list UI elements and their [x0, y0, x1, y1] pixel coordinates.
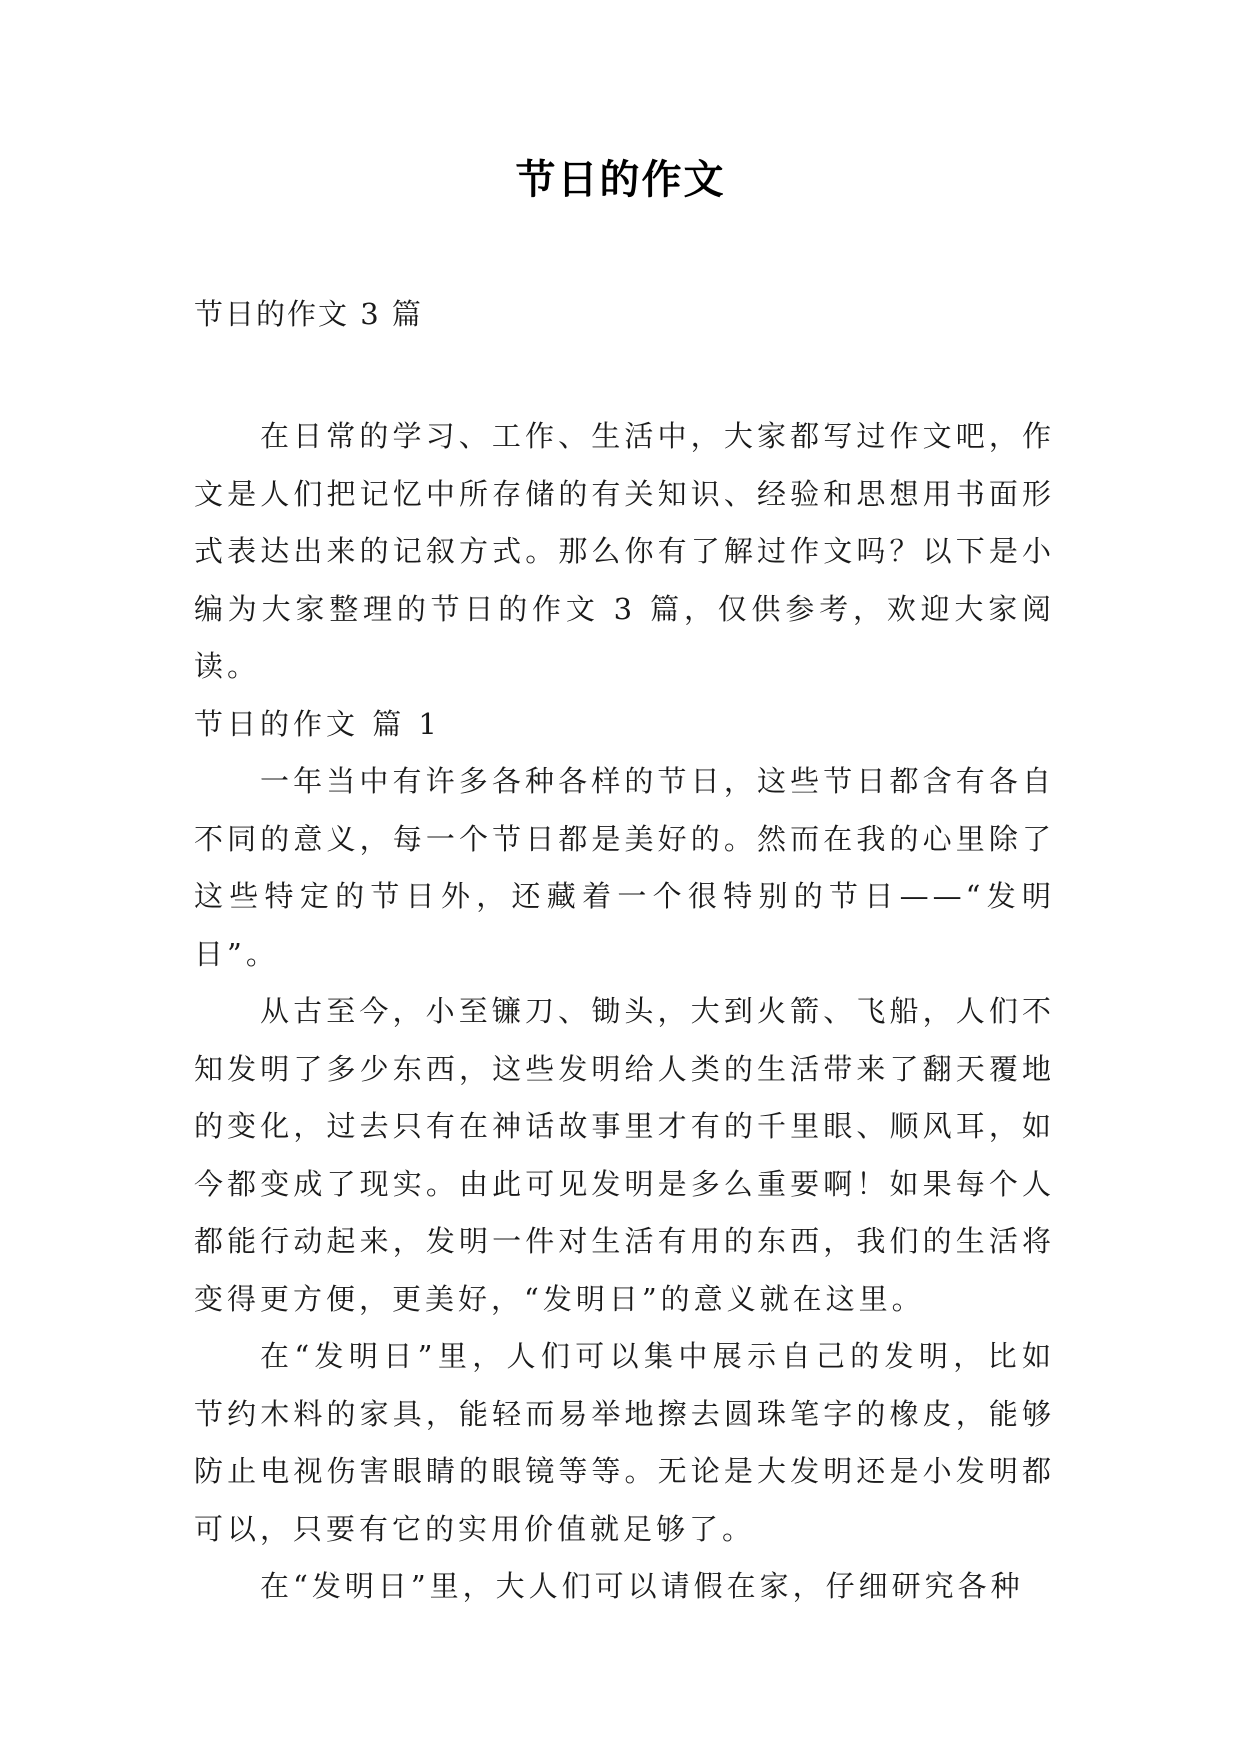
body-paragraph: 从古至今，小至镰刀、锄头，大到火箭、飞船，人们不知发明了多少东西，这些发明给人类的生活带来了翻天覆地的变化，过去只有在神话故事里才有的千里眼、顺风耳，如今都变成了现实。由此可见发明是多么重要啊！如果每个人都能行动起来，发明一件对生活有用的东西，我们的生活将变得更方便，更美好，“发明日”的意义就在这里。: [194, 994, 1055, 1316]
document-title: 节日的作文: [515, 156, 726, 203]
essay-heading: 节日的作文 篇 1: [194, 706, 441, 741]
body-paragraph: 在“发明日”里，大人们可以请假在家，仔细研究各种: [260, 1569, 1024, 1603]
document-body: [194, 408, 1055, 1616]
body-paragraph: 在“发明日”里，人们可以集中展示自己的发明，比如节约木料的家具，能轻而易举地擦去圆珠笔字的橡皮，能够防止电视伤害眼睛的眼镜等等。无论是大发明还是小发明都可以，只要有它的实用价值就足够了。: [194, 1339, 1055, 1546]
intro-paragraph: 在日常的学习、工作、生活中，大家都写过作文吧，作文是人们把记忆中所存储的有关知识、经验和思想用书面形式表达出来的记叙方式。那么你有了解过作文吗？以下是小编为大家整理的节日的作文 3 篇，仅供参考，欢迎大家阅读。: [194, 419, 1055, 683]
document-subtitle: 节日的作文 3 篇: [194, 297, 423, 331]
body-paragraph: 一年当中有许多各种各样的节日，这些节日都含有各自不同的意义，每一个节日都是美好的。然而在我的心里除了这些特定的节日外，还藏着一个很特别的节日——“发明日”。: [194, 764, 1055, 971]
